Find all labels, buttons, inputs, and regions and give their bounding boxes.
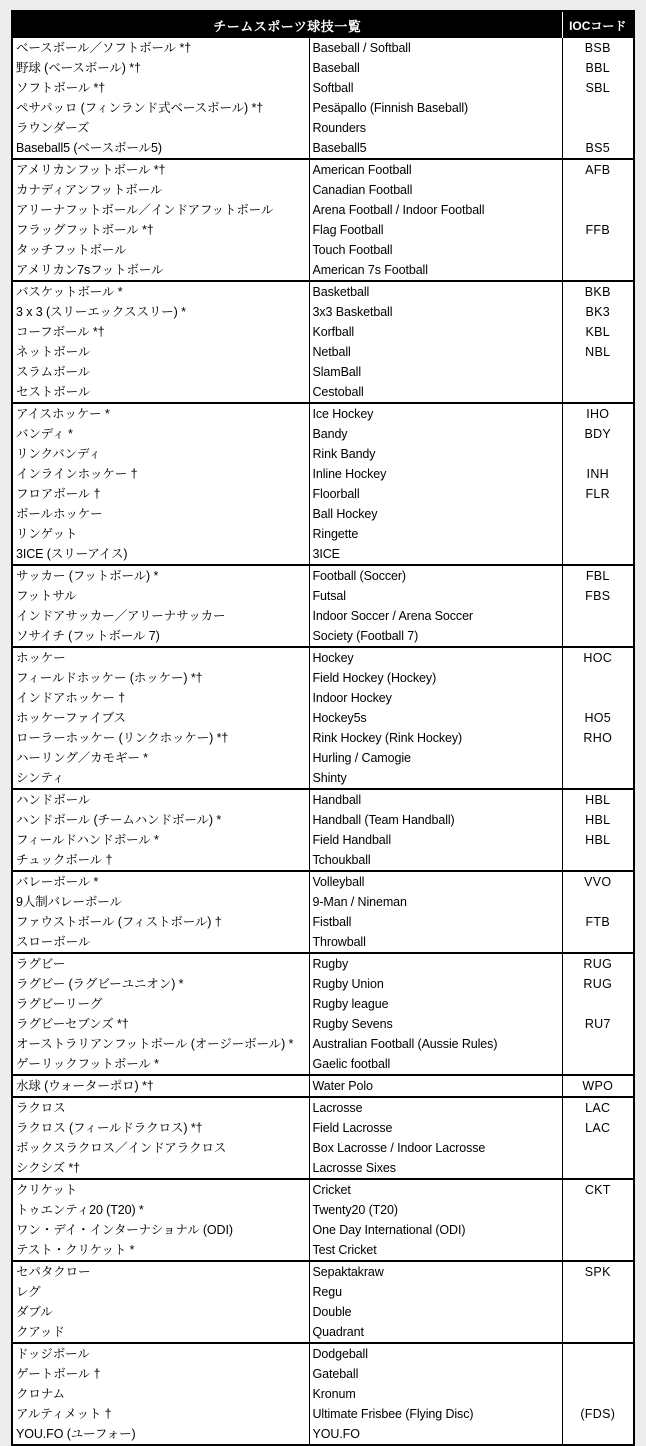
cell-english-name: Indoor Hockey [309, 688, 562, 708]
table-row [13, 302, 633, 322]
cell-english-name: Quadrant [309, 1322, 562, 1343]
cell-japanese-name: ラグビー [13, 953, 309, 974]
cell-english-name: Tchoukball [309, 850, 562, 871]
cell-japanese-name: アメリカンフットボール *† [13, 159, 309, 180]
cell-english-name: Shinty [309, 768, 562, 789]
table-row [13, 464, 633, 484]
cell-japanese-name: ネットボール [13, 342, 309, 362]
cell-ioc-code: LAC [585, 1121, 611, 1135]
cell-english-name: Dodgeball [309, 1343, 562, 1364]
cell-english-name: Society (Football 7) [309, 626, 562, 647]
cell-english-name: Fistball [309, 912, 562, 932]
cell-english-name: Basketball [309, 281, 562, 302]
cell-japanese-name: 9人制バレーボール [13, 892, 309, 912]
table-row [13, 871, 633, 892]
table-row [13, 444, 633, 464]
table-row [13, 994, 633, 1014]
table-row [13, 748, 633, 768]
cell-japanese-name: Baseball5 (ベースボール5) [13, 138, 309, 159]
cell-english-name: Australian Football (Aussie Rules) [309, 1034, 562, 1054]
table-row [13, 322, 633, 342]
cell-ioc-code: SBL [585, 81, 611, 95]
table-row [13, 1034, 633, 1054]
table-row [13, 1118, 633, 1138]
cell-english-name: Baseball / Softball [309, 38, 562, 58]
cell-ioc-code: RUG [562, 953, 633, 974]
cell-english-name: Rugby [309, 953, 562, 974]
cell-japanese-name: ファウストボール (フィストボール) † [13, 912, 309, 932]
cell-english-name: Hurling / Camogie [309, 748, 562, 768]
cell-japanese-name: ボックスラクロス／インドアラクロス [13, 1138, 309, 1158]
cell-ioc-code [562, 626, 633, 647]
cell-japanese-name: スラムボール [13, 362, 309, 382]
cell-ioc-code: AFB [562, 159, 633, 180]
cell-japanese-name: シンティ [13, 768, 309, 789]
cell-english-name: Regu [309, 1282, 562, 1302]
cell-ioc-code: VVO [562, 871, 633, 892]
cell-ioc-code: BK3 [585, 305, 611, 319]
cell-ioc-code: BKB [562, 281, 633, 302]
table-row [13, 342, 633, 362]
table-row [13, 1282, 633, 1302]
cell-ioc-code [562, 1322, 633, 1343]
cell-japanese-name: レグ [13, 1282, 309, 1302]
cell-english-name: Ice Hockey [309, 403, 562, 424]
page-title: チームスポーツ球技一覧 [13, 12, 562, 38]
cell-japanese-name: クロナム [13, 1384, 309, 1404]
header-row [13, 12, 633, 38]
table-row [13, 118, 633, 138]
cell-japanese-name: ラクロス (フィールドラクロス) *† [13, 1118, 309, 1138]
table-row [13, 362, 633, 382]
table-row [13, 1404, 633, 1424]
cell-english-name: Water Polo [309, 1075, 562, 1097]
cell-japanese-name: ワン・デイ・インターナショナル (ODI) [13, 1220, 309, 1240]
cell-english-name: Cricket [309, 1179, 562, 1200]
cell-ioc-code [562, 1282, 633, 1302]
cell-japanese-name: ソフトボール *† [13, 78, 309, 98]
column-header-ioc: IOCコード [569, 18, 627, 33]
table-row [13, 830, 633, 850]
cell-english-name: Futsal [309, 586, 562, 606]
cell-japanese-name: ホッケー [13, 647, 309, 668]
cell-english-name: Bandy [309, 424, 562, 444]
cell-ioc-code: RU7 [584, 1017, 611, 1031]
table-row [13, 974, 633, 994]
cell-japanese-name: セストボール [13, 382, 309, 403]
cell-english-name: Gateball [309, 1364, 562, 1384]
cell-ioc-code [562, 180, 633, 200]
cell-english-name: Baseball [309, 58, 562, 78]
cell-ioc-code [562, 1364, 633, 1384]
table-row [13, 1200, 633, 1220]
cell-japanese-name: 3 x 3 (スリーエックススリー) * [13, 302, 309, 322]
cell-japanese-name: ハーリング／カモギー * [13, 748, 309, 768]
sports-table-container [11, 10, 635, 1446]
cell-japanese-name: アイスホッケー * [13, 403, 309, 424]
table-row [13, 728, 633, 748]
cell-english-name: Ball Hockey [309, 504, 562, 524]
cell-japanese-name: ペサパッロ (フィンランド式ベースボール) *† [13, 98, 309, 118]
cell-japanese-name: サッカー (フットボール) * [13, 565, 309, 586]
team-sports-table [13, 12, 633, 1444]
cell-japanese-name: リンクバンディ [13, 444, 309, 464]
cell-english-name: Flag Football [309, 220, 562, 240]
cell-ioc-code [562, 1424, 633, 1444]
table-row [13, 1179, 633, 1200]
cell-english-name: Rounders [309, 118, 562, 138]
cell-ioc-code: LAC [562, 1097, 633, 1118]
cell-ioc-code: FTB [585, 915, 611, 929]
table-row [13, 382, 633, 403]
cell-english-name: 9-Man / Nineman [309, 892, 562, 912]
cell-japanese-name: アリーナフットボール／インドアフットボール [13, 200, 309, 220]
cell-english-name: Box Lacrosse / Indoor Lacrosse [309, 1138, 562, 1158]
cell-ioc-code: HBL [585, 813, 611, 827]
cell-japanese-name: フィールドホッケー (ホッケー) *† [13, 668, 309, 688]
table-row [13, 1054, 633, 1075]
cell-ioc-code: WPO [562, 1075, 633, 1097]
table-row [13, 1302, 633, 1322]
cell-ioc-code [562, 768, 633, 789]
table-row [13, 1364, 633, 1384]
cell-english-name: Field Handball [309, 830, 562, 850]
cell-english-name: Field Hockey (Hockey) [309, 668, 562, 688]
table-row [13, 281, 633, 302]
cell-ioc-code [562, 1200, 633, 1220]
cell-ioc-code: SPK [562, 1261, 633, 1282]
cell-japanese-name: フラッグフットボール *† [13, 220, 309, 240]
cell-ioc-code [562, 1384, 633, 1404]
cell-ioc-code [562, 668, 633, 688]
cell-ioc-code [562, 382, 633, 403]
cell-japanese-name: 3ICE (スリーアイス) [13, 544, 309, 565]
cell-ioc-code [562, 260, 633, 281]
cell-english-name: Ultimate Frisbee (Flying Disc) [309, 1404, 562, 1424]
cell-japanese-name: バレーボール * [13, 871, 309, 892]
table-row [13, 504, 633, 524]
table-row [13, 1138, 633, 1158]
cell-japanese-name: シクシズ *† [13, 1158, 309, 1179]
cell-japanese-name: インドアサッカー／アリーナサッカー [13, 606, 309, 626]
table-row [13, 78, 633, 98]
table-row [13, 892, 633, 912]
table-row [13, 1343, 633, 1364]
table-row [13, 1220, 633, 1240]
cell-ioc-code [562, 606, 633, 626]
cell-japanese-name: スローボール [13, 932, 309, 953]
table-row [13, 138, 633, 159]
cell-japanese-name: ローラーホッケー (リンクホッケー) *† [13, 728, 309, 748]
cell-ioc-code [562, 544, 633, 565]
table-row [13, 484, 633, 504]
cell-japanese-name: テスト・クリケット * [13, 1240, 309, 1261]
cell-ioc-code [562, 444, 633, 464]
cell-english-name: Canadian Football [309, 180, 562, 200]
table-row [13, 626, 633, 647]
cell-japanese-name: 野球 (ベースボール) *† [13, 58, 309, 78]
cell-japanese-name: バスケットボール * [13, 281, 309, 302]
cell-ioc-code: FBL [562, 565, 633, 586]
table-row [13, 524, 633, 544]
cell-ioc-code: IHO [562, 403, 633, 424]
cell-ioc-code [562, 1054, 633, 1075]
cell-english-name: Twenty20 (T20) [309, 1200, 562, 1220]
table-row [13, 708, 633, 728]
cell-ioc-code: HBL [562, 789, 633, 810]
cell-japanese-name: ドッジボール [13, 1343, 309, 1364]
cell-english-name: Gaelic football [309, 1054, 562, 1075]
cell-ioc-code [562, 118, 633, 138]
cell-english-name: Rink Bandy [309, 444, 562, 464]
cell-ioc-code: BDY [584, 427, 612, 441]
cell-japanese-name: アメリカン7sフットボール [13, 260, 309, 281]
cell-english-name: Handball (Team Handball) [309, 810, 562, 830]
cell-japanese-name: ラグビーセブンズ *† [13, 1014, 309, 1034]
cell-ioc-code: INH [586, 467, 609, 481]
table-row [13, 403, 633, 424]
cell-japanese-name: ラグビーリーグ [13, 994, 309, 1014]
cell-english-name: Rugby Sevens [309, 1014, 562, 1034]
cell-ioc-code: HO5 [584, 711, 612, 725]
cell-ioc-code: FFB [585, 223, 611, 237]
cell-japanese-name: セパタクロー [13, 1261, 309, 1282]
cell-japanese-name: インドアホッケー † [13, 688, 309, 708]
cell-japanese-name: タッチフットボール [13, 240, 309, 260]
table-row [13, 1075, 633, 1097]
cell-japanese-name: アルティメット † [13, 1404, 309, 1424]
table-row [13, 932, 633, 953]
table-row [13, 953, 633, 974]
cell-ioc-code [562, 504, 633, 524]
cell-ioc-code: RUG [583, 977, 613, 991]
table-row [13, 159, 633, 180]
cell-ioc-code: BS5 [585, 141, 611, 155]
cell-ioc-code: FLR [585, 487, 611, 501]
table-row [13, 565, 633, 586]
cell-english-name: Lacrosse [309, 1097, 562, 1118]
table-row [13, 200, 633, 220]
cell-english-name: Indoor Soccer / Arena Soccer [309, 606, 562, 626]
table-row [13, 586, 633, 606]
cell-english-name: Handball [309, 789, 562, 810]
cell-japanese-name: ハンドボール [13, 789, 309, 810]
cell-japanese-name: フィールドハンドボール * [13, 830, 309, 850]
cell-ioc-code: BSB [584, 41, 611, 55]
cell-ioc-code [562, 362, 633, 382]
cell-ioc-code: FBS [585, 589, 611, 603]
table-row [13, 1014, 633, 1034]
cell-english-name: Throwball [309, 932, 562, 953]
cell-ioc-code: KBL [585, 325, 611, 339]
cell-ioc-code [562, 98, 633, 118]
cell-japanese-name: コーフボール *† [13, 322, 309, 342]
table-row [13, 58, 633, 78]
cell-english-name: Floorball [309, 484, 562, 504]
cell-japanese-name: フットサル [13, 586, 309, 606]
table-row [13, 789, 633, 810]
table-row [13, 180, 633, 200]
cell-ioc-code [562, 932, 633, 953]
cell-japanese-name: ベースボール／ソフトボール *† [13, 38, 309, 58]
table-row [13, 1261, 633, 1282]
cell-english-name: American Football [309, 159, 562, 180]
table-row [13, 1424, 633, 1444]
cell-japanese-name: ゲートボール † [13, 1364, 309, 1384]
cell-english-name: Rugby league [309, 994, 562, 1014]
table-row [13, 98, 633, 118]
cell-ioc-code [562, 1138, 633, 1158]
cell-japanese-name: ラウンダーズ [13, 118, 309, 138]
table-header [13, 12, 633, 38]
cell-english-name: Field Lacrosse [309, 1118, 562, 1138]
cell-ioc-code [562, 1343, 633, 1364]
cell-english-name: Football (Soccer) [309, 565, 562, 586]
cell-japanese-name: ラクロス [13, 1097, 309, 1118]
cell-english-name: 3ICE [309, 544, 562, 565]
cell-english-name: Hockey [309, 647, 562, 668]
table-row [13, 1158, 633, 1179]
cell-english-name: Rink Hockey (Rink Hockey) [309, 728, 562, 748]
table-row [13, 424, 633, 444]
table-row [13, 768, 633, 789]
table-row [13, 1240, 633, 1261]
cell-ioc-code [562, 688, 633, 708]
cell-english-name: Volleyball [309, 871, 562, 892]
cell-ioc-code [562, 240, 633, 260]
cell-english-name: Hockey5s [309, 708, 562, 728]
cell-ioc-code [562, 1220, 633, 1240]
cell-english-name: Cestoball [309, 382, 562, 403]
cell-english-name: 3x3 Basketball [309, 302, 562, 322]
cell-ioc-code [562, 1302, 633, 1322]
cell-english-name: Double [309, 1302, 562, 1322]
cell-ioc-code [562, 994, 633, 1014]
cell-japanese-name: ラグビー (ラグビーユニオン) * [13, 974, 309, 994]
table-row [13, 810, 633, 830]
table-row [13, 260, 633, 281]
table-row [13, 220, 633, 240]
cell-japanese-name: ボールホッケー [13, 504, 309, 524]
cell-ioc-code [562, 748, 633, 768]
cell-english-name: YOU.FO [309, 1424, 562, 1444]
cell-english-name: Softball [309, 78, 562, 98]
cell-japanese-name: フロアボール † [13, 484, 309, 504]
cell-japanese-name: リンゲット [13, 524, 309, 544]
cell-japanese-name: オーストラリアンフットボール (オージーボール) * [13, 1034, 309, 1054]
table-row [13, 240, 633, 260]
table-row [13, 688, 633, 708]
cell-japanese-name: チュックボール † [13, 850, 309, 871]
table-row [13, 850, 633, 871]
cell-japanese-name: クアッド [13, 1322, 309, 1343]
cell-japanese-name: バンディ * [13, 424, 309, 444]
table-row [13, 1097, 633, 1118]
cell-ioc-code [562, 850, 633, 871]
cell-ioc-code [562, 1240, 633, 1261]
cell-ioc-code [562, 524, 633, 544]
cell-english-name: Sepaktakraw [309, 1261, 562, 1282]
cell-ioc-code: (FDS) [580, 1407, 616, 1421]
cell-japanese-name: トゥエンティ20 (T20) * [13, 1200, 309, 1220]
cell-ioc-code [562, 1158, 633, 1179]
cell-english-name: One Day International (ODI) [309, 1220, 562, 1240]
table-row [13, 606, 633, 626]
cell-ioc-code: CKT [562, 1179, 633, 1200]
cell-japanese-name: ハンドボール (チームハンドボール) * [13, 810, 309, 830]
cell-japanese-name: カナディアンフットボール [13, 180, 309, 200]
cell-english-name: Touch Football [309, 240, 562, 260]
cell-japanese-name: ダブル [13, 1302, 309, 1322]
cell-english-name: Lacrosse Sixes [309, 1158, 562, 1179]
cell-english-name: Netball [309, 342, 562, 362]
cell-english-name: Baseball5 [309, 138, 562, 159]
cell-english-name: Inline Hockey [309, 464, 562, 484]
cell-ioc-code: HBL [585, 833, 611, 847]
table-body [13, 38, 633, 1444]
cell-english-name: Ringette [309, 524, 562, 544]
cell-japanese-name: クリケット [13, 1179, 309, 1200]
cell-japanese-name: 水球 (ウォーターポロ) *† [13, 1075, 309, 1097]
cell-ioc-code [562, 200, 633, 220]
table-row [13, 38, 633, 58]
table-row [13, 544, 633, 565]
cell-japanese-name: YOU.FO (ユーフォー) [13, 1424, 309, 1444]
table-row [13, 912, 633, 932]
cell-english-name: Arena Football / Indoor Football [309, 200, 562, 220]
cell-japanese-name: インラインホッケー † [13, 464, 309, 484]
cell-ioc-code: RHO [583, 731, 613, 745]
cell-english-name: Korfball [309, 322, 562, 342]
table-row [13, 647, 633, 668]
table-row [13, 668, 633, 688]
cell-english-name: Kronum [309, 1384, 562, 1404]
cell-japanese-name: ホッケーファイブス [13, 708, 309, 728]
cell-ioc-code [562, 892, 633, 912]
cell-english-name: American 7s Football [309, 260, 562, 281]
cell-ioc-code [562, 1034, 633, 1054]
cell-english-name: Pesäpallo (Finnish Baseball) [309, 98, 562, 118]
table-row [13, 1322, 633, 1343]
cell-english-name: Rugby Union [309, 974, 562, 994]
cell-japanese-name: ソサイチ (フットボール 7) [13, 626, 309, 647]
cell-ioc-code: BBL [585, 61, 611, 75]
table-row [13, 1384, 633, 1404]
cell-japanese-name: ゲーリックフットボール * [13, 1054, 309, 1075]
cell-ioc-code: NBL [585, 345, 611, 359]
cell-english-name: Test Cricket [309, 1240, 562, 1261]
cell-english-name: SlamBall [309, 362, 562, 382]
cell-ioc-code: HOC [562, 647, 633, 668]
